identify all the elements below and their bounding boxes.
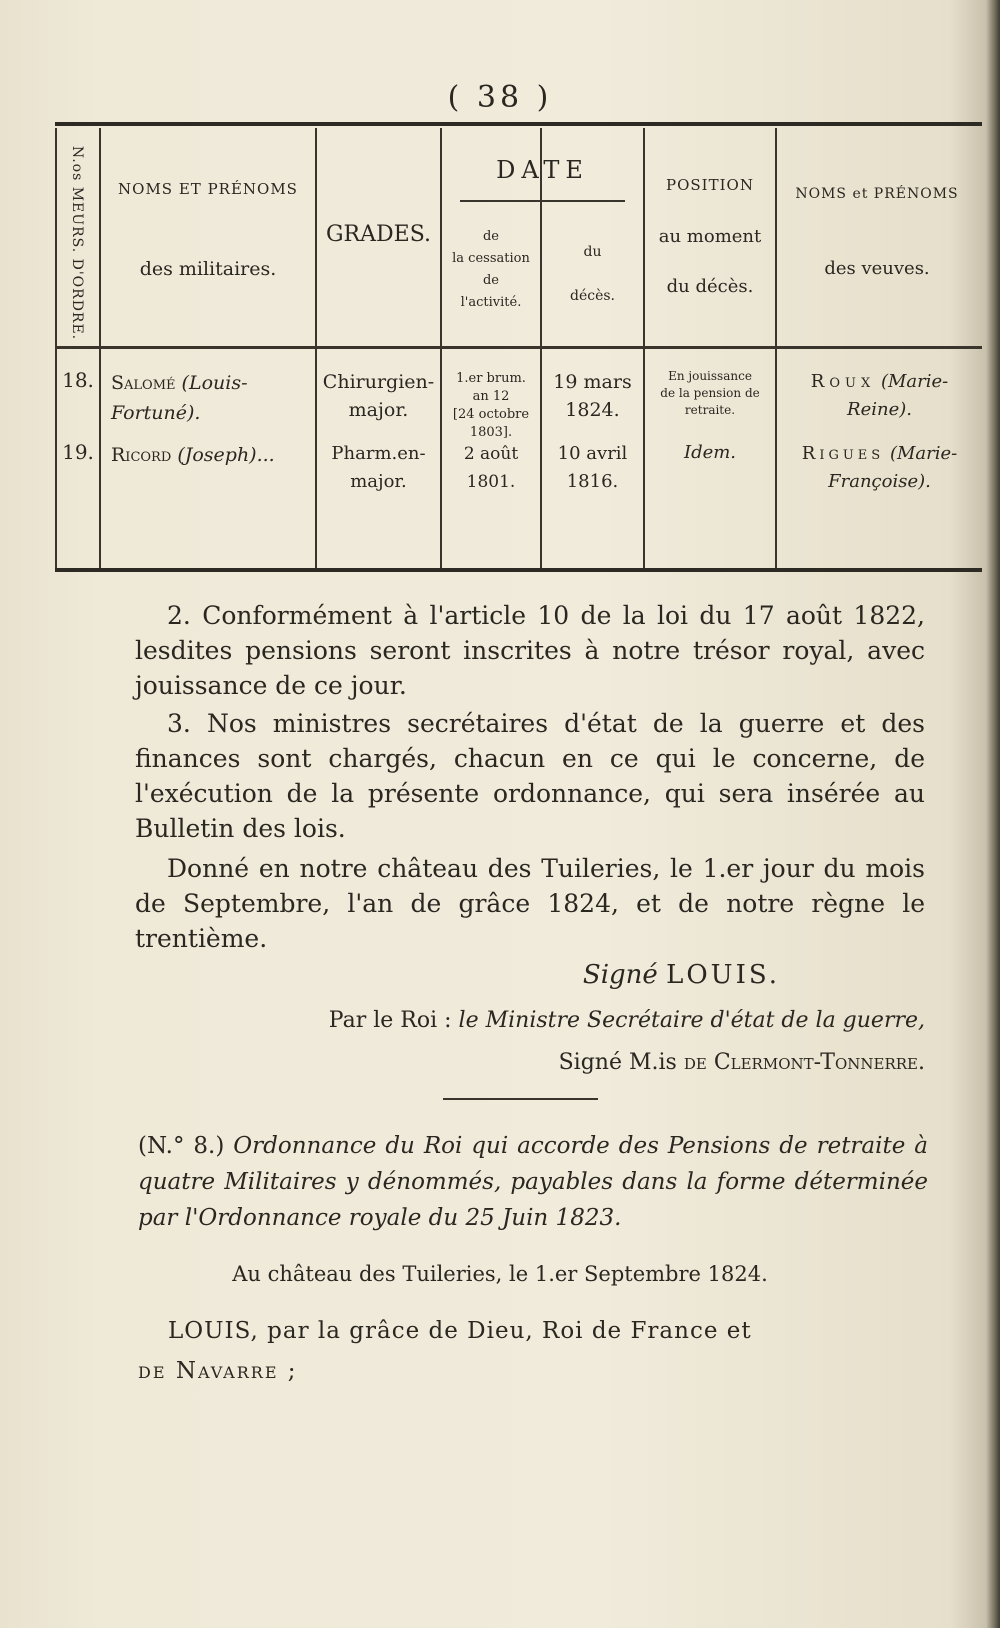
deces-line: 1816.	[566, 471, 619, 492]
section-separator	[443, 1098, 598, 1100]
minister-rank: M.is	[628, 1050, 677, 1075]
ordinance-heading	[138, 1128, 928, 1236]
date-brace	[460, 200, 625, 202]
table-bottom-rule	[55, 568, 982, 572]
signature-louis	[0, 960, 780, 990]
widow-forenames: Françoise).	[828, 471, 931, 492]
col-header-names-2: des militaires.	[139, 258, 277, 280]
signed-label: Signé	[582, 960, 658, 990]
col-header-deces-1: du	[583, 244, 602, 260]
row-deces	[542, 440, 643, 496]
signed-label: Signé	[558, 1050, 622, 1075]
row-widow	[777, 440, 982, 496]
table-top-rule	[55, 122, 982, 126]
grade-line: Chirurgien-	[322, 371, 435, 393]
king-intro-line-1: LOUIS, par la grâce de Dieu, Roi de France et	[168, 1318, 752, 1344]
par-le-roi-label: Par le Roi :	[328, 1008, 452, 1033]
row-widow	[777, 368, 982, 424]
cessation-line: 1801.	[466, 472, 516, 492]
cessation-header-line: de	[482, 229, 499, 244]
article-2: 2. Conformément à l'article 10 de la loi du 17 août 1822, lesdites pensions seront inscrites à notre trésor royal, avec jouissance de ce jour.	[135, 601, 925, 700]
ordinance-title: Ordonnance du Roi qui accorde des Pensions de retraite à quatre Militaires y dénommés, payables dans la forme déterminée par l'Ordonnance royale du 25 Juin 1823.	[138, 1133, 929, 1231]
col-header-cessation	[442, 226, 540, 314]
col-header-names-1: NOMS ET PRÉNOMS	[118, 180, 298, 198]
minister-name: de Clermont-Tonnerre.	[683, 1050, 925, 1075]
row-name	[111, 368, 315, 428]
row-grade	[317, 440, 440, 496]
page-number: ( 38 )	[447, 80, 553, 115]
row-number: 18.	[62, 368, 94, 392]
cessation-line: [24 octobre	[452, 407, 530, 422]
widow-surname: Rigues	[801, 443, 885, 464]
cessation-line: 1803].	[469, 425, 513, 440]
given-at-paragraph: Donné en notre château des Tuileries, le 1.er jour du mois de Septembre, l'an de grâce 1824, et de notre règne le trentième.	[135, 854, 925, 953]
page-edge-shadow	[986, 0, 1000, 1628]
position-line: retraite.	[684, 403, 736, 417]
deces-line: 19 mars	[553, 371, 632, 393]
col-header-widows-1: NOMS et PRÉNOMS	[795, 186, 959, 202]
widow-forenames: (Marie-	[880, 371, 949, 392]
cessation-line: an 12	[472, 389, 510, 404]
row-cessation	[442, 370, 540, 442]
widow-forenames: (Marie-	[889, 443, 958, 464]
col-header-grades: GRADES.	[325, 222, 431, 247]
row-cessation	[442, 440, 540, 496]
par-le-roi-line	[0, 1008, 925, 1033]
widow-forenames: Reine).	[847, 399, 912, 420]
king-intro-line-2: de Navarre ;	[138, 1358, 298, 1384]
col-header-position-1: POSITION	[666, 176, 754, 194]
widow-surname: Roux	[810, 371, 876, 392]
grade-line: major.	[350, 471, 407, 492]
name-forenames: (Joseph)...	[177, 444, 275, 466]
cessation-line: 1.er brum.	[456, 371, 526, 386]
signer-name: LOUIS.	[666, 960, 780, 990]
cessation-header-line: la cessation	[452, 251, 530, 266]
col-header-position-3: du décès.	[666, 276, 754, 297]
col-header-number: N.os MEURS. D'ORDRE.	[69, 145, 85, 341]
row-grade	[317, 368, 440, 424]
row-position: Idem.	[683, 442, 737, 463]
signature-minister	[0, 1050, 925, 1075]
position-line: En jouissance	[668, 369, 752, 383]
name-surname: Ricord	[111, 444, 172, 466]
place-date-line: Au château des Tuileries, le 1.er Septembre 1824.	[232, 1262, 768, 1286]
row-number: 19.	[62, 440, 94, 464]
header-separator	[55, 346, 982, 349]
cessation-header-line: de	[482, 273, 499, 288]
pension-table	[55, 128, 982, 568]
row-deces	[542, 368, 643, 424]
cessation-line: 2 août	[463, 444, 519, 464]
grade-line: major.	[348, 399, 409, 421]
col-header-position-2: au moment	[658, 226, 762, 247]
minister-title: le Ministre Secrétaire d'état de la guerre,	[458, 1008, 925, 1033]
deces-line: 10 avril	[557, 443, 628, 464]
row-name	[111, 440, 315, 470]
name-forenames: (Louis-Fortuné).	[111, 372, 248, 424]
col-header-widows-2: des veuves.	[824, 258, 930, 279]
row-position	[645, 368, 775, 419]
grade-line: Pharm.en-	[331, 443, 426, 464]
deces-line: 1824.	[565, 399, 620, 421]
position-line: de la pension de	[660, 386, 760, 400]
article-3: 3. Nos ministres secrétaires d'état de la guerre et des finances sont chargés, chacun en ce qui le concerne, de l'exécution de la présente ordonnance, qui sera insérée au Bulletin des lois.	[135, 709, 925, 843]
name-surname: Salomé	[111, 372, 176, 394]
ordinance-number: (N.° 8.)	[138, 1133, 225, 1159]
col-header-date: DATE	[496, 156, 589, 184]
col-header-deces-2: décès.	[569, 288, 615, 304]
cessation-header-line: l'activité.	[460, 295, 522, 310]
